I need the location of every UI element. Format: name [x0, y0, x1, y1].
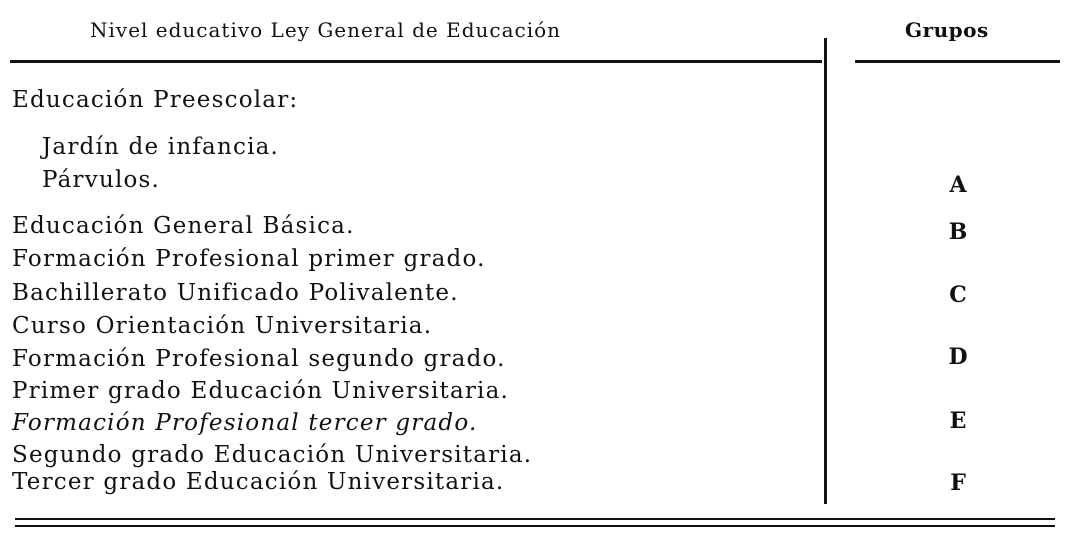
group-letter-a: A	[949, 172, 967, 198]
header-rule-right	[855, 60, 1060, 63]
list-item: Curso Orientación Universitaria.	[12, 313, 433, 339]
column-header-groups: Grupos	[905, 18, 989, 42]
list-item: Primer grado Educación Universitaria.	[12, 378, 510, 404]
list-item: Bachillerato Unificado Polivalente.	[12, 280, 459, 306]
header-rule-left	[10, 60, 822, 63]
list-item: Formación Profesional primer grado.	[12, 246, 486, 272]
footer-rule-top	[15, 518, 1055, 520]
list-item: Educación General Básica.	[12, 213, 355, 239]
group-letter-d: D	[948, 344, 968, 370]
group-letter-b: B	[948, 219, 968, 245]
group-letter-c: C	[949, 282, 967, 308]
column-divider	[824, 38, 827, 504]
column-header-level: Nivel educativo Ley General de Educación	[90, 18, 562, 42]
list-item: Formación Profesional segundo grado.	[12, 346, 506, 372]
section-heading-preescolar: Educación Preescolar:	[12, 87, 299, 113]
list-item: Jardín de infancia.	[42, 134, 280, 160]
list-item: Formación Profesional tercer grado.	[12, 410, 478, 436]
list-item: Segundo grado Educación Universitaria.	[12, 442, 533, 468]
footer-rule-bottom	[15, 525, 1055, 527]
group-letter-f: F	[950, 470, 966, 496]
list-item: Tercer grado Educación Universitaria.	[12, 469, 505, 495]
list-item: Párvulos.	[42, 167, 161, 193]
group-letter-e: E	[949, 408, 967, 434]
